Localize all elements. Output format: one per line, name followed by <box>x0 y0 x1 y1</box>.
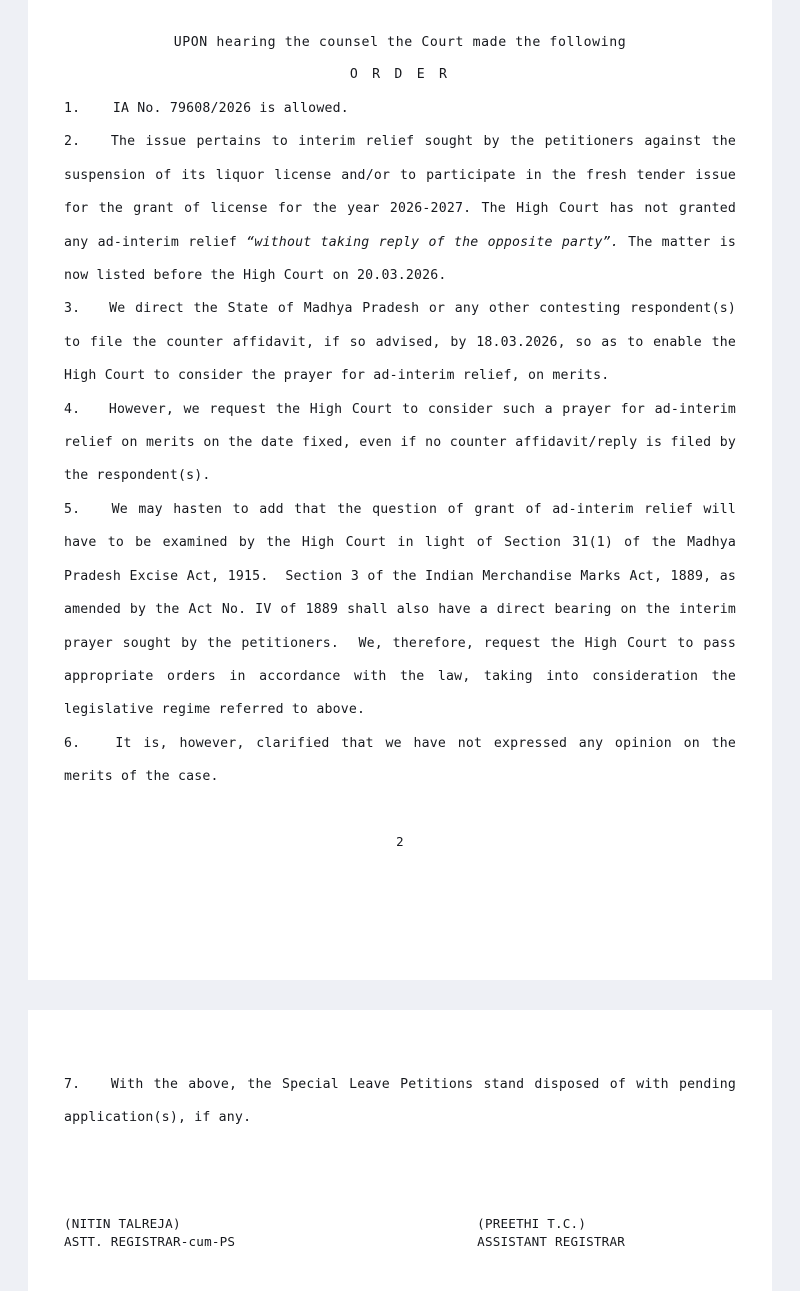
document-page-2 <box>28 1010 772 1291</box>
paragraph-2 <box>64 125 745 292</box>
paragraph-2-body: 2. The issue pertains to interim relief sought by the petitioners against the suspension of its liquor license and/or to participate in the fresh tender issue for the grant of license for the year 2026-2027. The High Court has not granted any ad-interim relief <box>64 134 745 250</box>
signature-right-role: ASSISTANT REGISTRAR <box>477 1233 626 1249</box>
paragraph-2-quote: “without taking reply of the opposite party”. <box>246 234 619 250</box>
signature-right-name: (PREETHI T.C.) <box>477 1215 587 1231</box>
paragraph-4: 4. However, we request the High Court to consider such a prayer for ad-interim relief on merits on the date fixed, even if no counter affidavit/reply is filed by the respondent(s). <box>64 401 745 484</box>
paragraph-7: 7. With the above, the Special Leave Petitions stand disposed of with pending application(s), if any. <box>64 1077 745 1126</box>
paragraph-2-tail: The matter is now listed before the High Court on 20.03.2026. <box>64 234 745 284</box>
paragraph-1: 1. IA No. 79608/2026 is allowed. <box>64 101 349 116</box>
order-title: O R D E R <box>349 67 451 82</box>
signature-left-role: ASTT. REGISTRAR-cum-PS <box>64 1233 236 1249</box>
order-heading: UPON hearing the counsel the Court made the following <box>173 35 627 50</box>
paragraph-5: 5. We may hasten to add that the question of grant of ad-interim relief will have to be examined by the High Court in light of Section 31(1) of the Madhya Pradesh Excise Act, 1915. Section 3 of the Indian Merchandise Marks Act, 1889, as amended by the Act No. IV of 1889 shall also have a direct bearing on the interim prayer sought by the petitioners. We, therefore, request the High Court to pass appropriate orders in accordance with the law, taking into consideration the legislative regime referred to above. <box>64 501 745 718</box>
signature-block <box>64 1215 736 1251</box>
paragraph-6: 6. It is, however, clarified that we have not expressed any opinion on the merits of the case. <box>64 735 745 785</box>
document-page-1 <box>28 0 772 980</box>
page-number: 2 <box>396 833 404 849</box>
signature-left <box>64 1215 477 1251</box>
signature-spacer <box>64 1135 736 1169</box>
paragraph-3: 3. We direct the State of Madhya Pradesh or any other contesting respondent(s) to file the counter affidavit, if so advised, by 18.03.2026, so as to enable the High Court to consider the prayer for ad-interim relief, on merits. <box>64 301 745 384</box>
signature-right <box>477 1215 736 1251</box>
signature-left-name: (NITIN TALREJA) <box>64 1215 181 1231</box>
page-separator <box>0 980 800 1010</box>
